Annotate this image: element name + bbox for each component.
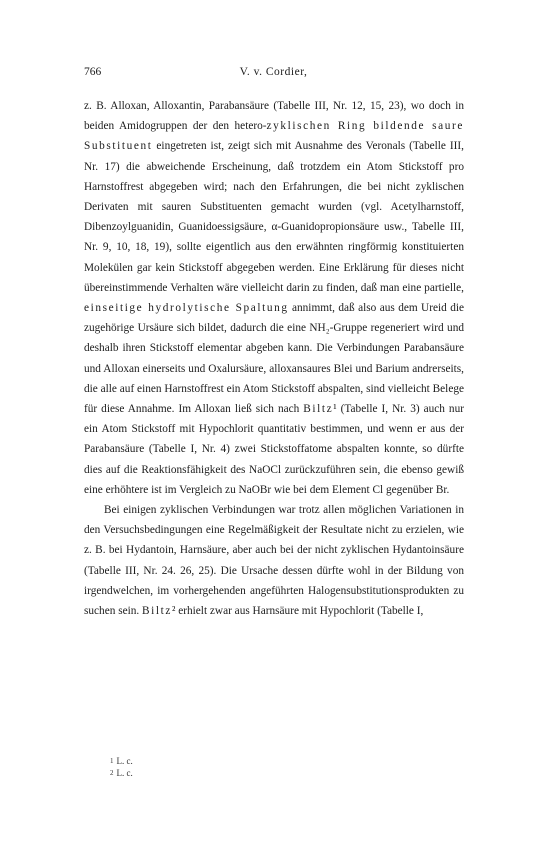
page-header (84, 66, 463, 82)
text-run: z. B. Alloxan, Alloxantin, Parabansäure (Tabelle III, Nr. 12, 15, 23), wo doch in beiden Amidogruppen der den hetero- (84, 100, 464, 133)
running-head: V. v. Cordier, (239, 66, 308, 78)
footnote-text: L. c. (116, 768, 133, 778)
footnote-mark: 1 (110, 757, 114, 765)
text-run: ² erhielt zwar aus Harnsäure mit Hypochlorit (Tabelle I, (172, 605, 424, 618)
footnote-mark: 2 (110, 769, 114, 777)
footnotes (110, 755, 133, 779)
text-run: Bei einigen zyklischen Verbindungen war trotz allen möglichen Variationen in den Versuchsbedingungen eine Regelmäßigkeit der Resultate nicht zu erzielen, wie z. B. bei Hydantoin, Harnsäure, aber auch bei der nicht zyklischen Hydantoinsäure (Tabelle III, Nr. 24. 26, 25). Die Ursache dessen dürfte wohl in der Bildung von irgendwelchen, im vorhergehenden angeführten Halogensubstitutionsprodukten zu suchen sein. (84, 504, 464, 618)
paragraph (84, 500, 464, 621)
paragraph (84, 96, 464, 500)
footnote (110, 755, 133, 767)
spaced-emphasis: zyklischen Ring bildende saure Substituent (84, 120, 464, 153)
text-run: annimmt, daß also aus dem Ureid die zugehörige Ursäure sich bildet, dadurch die eine NH₂-Gruppe regeneriert wird und deshalb ihren Stickstoff elementar abgeben kann. Die Verbindungen Parabansäure und Alloxan einerseits und Oxalursäure, alloxansaures Blei und Barium andrerseits, die alle auf einen Harnstoffrest ein Atom Stickstoff abspalten, sind vielleicht Belege für diese Annahme. Im Alloxan ließ sich nach (84, 302, 464, 416)
page-number: 766 (84, 66, 102, 78)
footnote-text: L. c. (116, 756, 133, 766)
body-text (84, 96, 464, 621)
footnote (110, 767, 133, 779)
spaced-emphasis: einseitige hydrolytische Spaltung (84, 302, 289, 315)
spaced-emphasis: Biltz (303, 403, 334, 416)
spaced-emphasis: Biltz (142, 605, 173, 618)
text-run: ¹ (Tabelle I, Nr. 3) auch nur ein Atom Stickstoff mit Hypochlorit quantitativ bestimmen, und wenn er aus der Parabansäure (Tabelle I, Nr. 4) zwei Stickstoffatome abspalten konnte, so dürfte dies auf die Reaktionsfähigkeit des NaOCl zurückzuführen sein, die ebenso gewiß eine erhöhtere ist im Vergleich zu NaOBr wie bei dem Element Cl gegenüber Br. (84, 403, 464, 496)
text-run: eingetreten ist, zeigt sich mit Ausnahme des Veronals (Tabelle III, Nr. 17) die abweichende Erscheinung, daß trotzdem ein Atom Stickstoff pro Harnstoffrest abgegeben wird; nach den Erfahrungen, die bei nicht zyklischen Derivaten mit sauren Substituenten gemacht wurden (vgl. Acetylharnstoff, Dibenzoylguanidin, Guanidoessigsäure, α-Guanidopropionsäure usw., Tabelle III, Nr. 9, 10, 18, 19), sollte eigentlich aus den erwähnten ringförmig konstituierten Molekülen gar kein Stickstoff abgegeben werden. Eine Erklärung für dieses nicht übereinstimmende Verhalten wäre vielleicht darin zu finden, daß man eine partielle, (84, 140, 464, 294)
